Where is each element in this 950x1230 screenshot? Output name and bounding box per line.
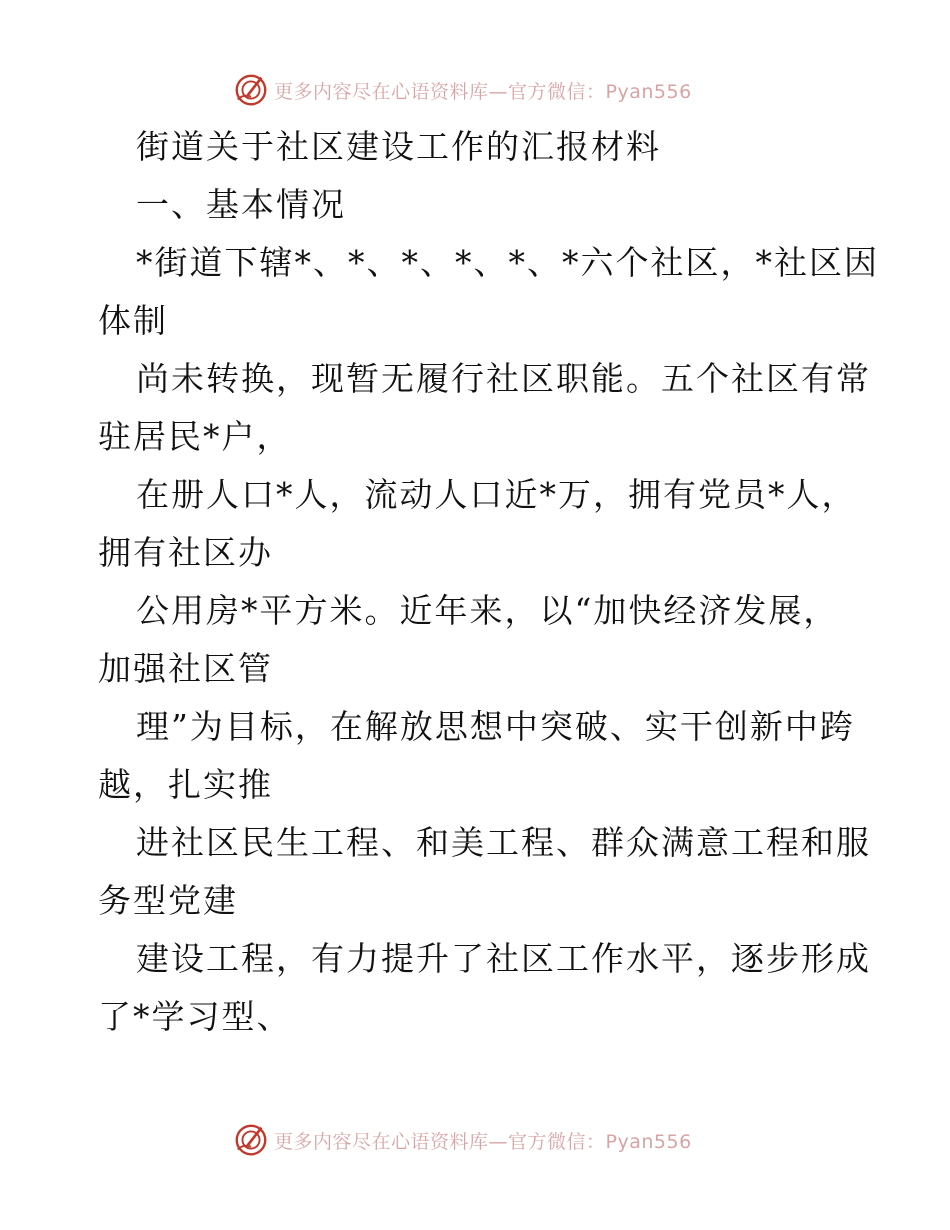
paragraph-line: 公用房*平方米。近年来，以“加快经济发展，: [136, 591, 839, 630]
paragraph-line: 务型党建: [98, 881, 238, 920]
header-watermark: [232, 70, 692, 110]
paragraph-line: *街道下辖*、*、*、*、*、*六个社区，*社区因: [136, 243, 879, 282]
paragraph-line: 理”为目标，在解放思想中突破、实干创新中跨: [136, 707, 855, 746]
paragraph-line: 进社区民生工程、和美工程、群众满意工程和服: [136, 823, 871, 862]
paragraph-line: 在册人口*人，流动人口近*万，拥有党员*人，: [136, 475, 857, 514]
document-title: 街道关于社区建设工作的汇报材料: [136, 127, 661, 166]
document-body: [98, 118, 879, 1046]
paragraph-line: 驻居民*户，: [98, 417, 292, 456]
paragraph-line: 加强社区管: [98, 649, 273, 688]
paragraph-line: 建设工程，有力提升了社区工作水平，逐步形成: [136, 939, 871, 978]
footer-watermark: [232, 1120, 692, 1160]
watermark-text: 更多内容尽在心语资料库—官方微信：Pyan556: [274, 1130, 692, 1153]
section-heading: 一、基本情况: [136, 185, 346, 224]
paragraph-line: 拥有社区办: [98, 533, 273, 572]
pen-logo-icon: [232, 1121, 270, 1159]
paragraph-line: 尚未转换，现暂无履行社区职能。五个社区有常: [136, 359, 871, 398]
paragraph-line: 越，扎实推: [98, 765, 273, 804]
pen-logo-icon: [232, 71, 270, 109]
paragraph-line: 体制: [98, 301, 168, 340]
watermark-text: 更多内容尽在心语资料库—官方微信：Pyan556: [274, 80, 692, 103]
paragraph-line: 了*学习型、: [98, 997, 292, 1036]
